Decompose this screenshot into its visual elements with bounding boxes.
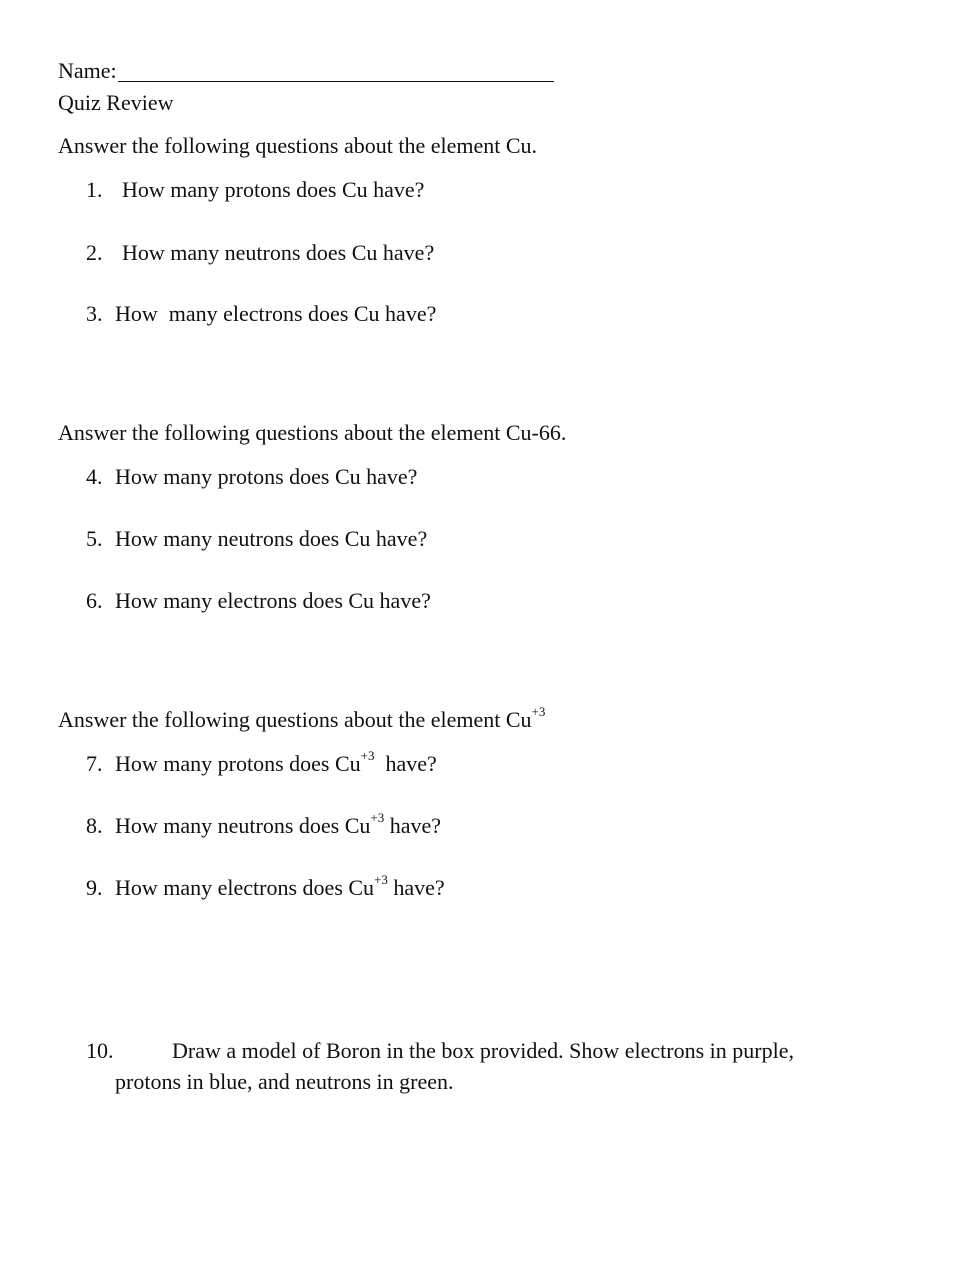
question-number: 1. xyxy=(86,177,103,202)
question-8 xyxy=(86,809,442,838)
question-number: 8. xyxy=(86,813,103,838)
question-text: How many protons does Cu have? xyxy=(122,177,425,202)
question-text: Draw a model of Boron in the box provided. Show electrons in purple, xyxy=(172,1038,794,1063)
question-3 xyxy=(86,303,436,325)
section-2-prompt: Answer the following questions about the element Cu-66. xyxy=(58,420,567,445)
question-10 xyxy=(86,1040,794,1062)
question-text: How many electrons does Cu have? xyxy=(115,301,437,326)
question-5 xyxy=(86,528,427,550)
charge-superscript: +3 xyxy=(374,871,388,887)
question-text: How many electrons does Cu have? xyxy=(115,588,431,613)
question-number: 9. xyxy=(86,875,103,900)
prompt-text: Answer the following questions about the element Cu xyxy=(58,707,532,732)
question-7 xyxy=(86,747,437,776)
question-number: 4. xyxy=(86,464,103,489)
question-text: How many protons does Cu have? xyxy=(115,464,418,489)
question-text: How many neutrons does Cu have? xyxy=(122,240,435,265)
question-number: 2. xyxy=(86,240,103,265)
question-number: 5. xyxy=(86,526,103,551)
name-blank-line[interactable] xyxy=(118,63,554,82)
question-4 xyxy=(86,466,417,488)
question-text: How many neutrons does Cu xyxy=(115,813,371,838)
section-1-prompt: Answer the following questions about the element Cu. xyxy=(58,133,538,158)
section-3-prompt xyxy=(58,703,546,732)
charge-superscript: +3 xyxy=(360,747,375,763)
charge-superscript: +3 xyxy=(370,809,385,825)
question-9 xyxy=(86,871,445,900)
name-label: Name: xyxy=(58,58,117,83)
question-6 xyxy=(86,590,431,612)
question-text-end: have? xyxy=(374,751,437,776)
question-number: 10. xyxy=(86,1038,114,1063)
question-2 xyxy=(86,242,434,264)
question-number: 7. xyxy=(86,751,103,776)
question-text-end: have? xyxy=(387,875,445,900)
question-text-end: have? xyxy=(384,813,442,838)
question-text: How many protons does Cu xyxy=(115,751,361,776)
question-number: 3. xyxy=(86,301,103,326)
question-text: How many electrons does Cu xyxy=(115,875,375,900)
name-field xyxy=(58,60,554,82)
question-1 xyxy=(86,179,424,201)
question-number: 6. xyxy=(86,588,103,613)
charge-superscript: +3 xyxy=(531,703,546,719)
question-text: How many neutrons does Cu have? xyxy=(115,526,428,551)
page-title: Quiz Review xyxy=(58,90,174,115)
question-10-continuation: protons in blue, and neutrons in green. xyxy=(115,1069,454,1094)
